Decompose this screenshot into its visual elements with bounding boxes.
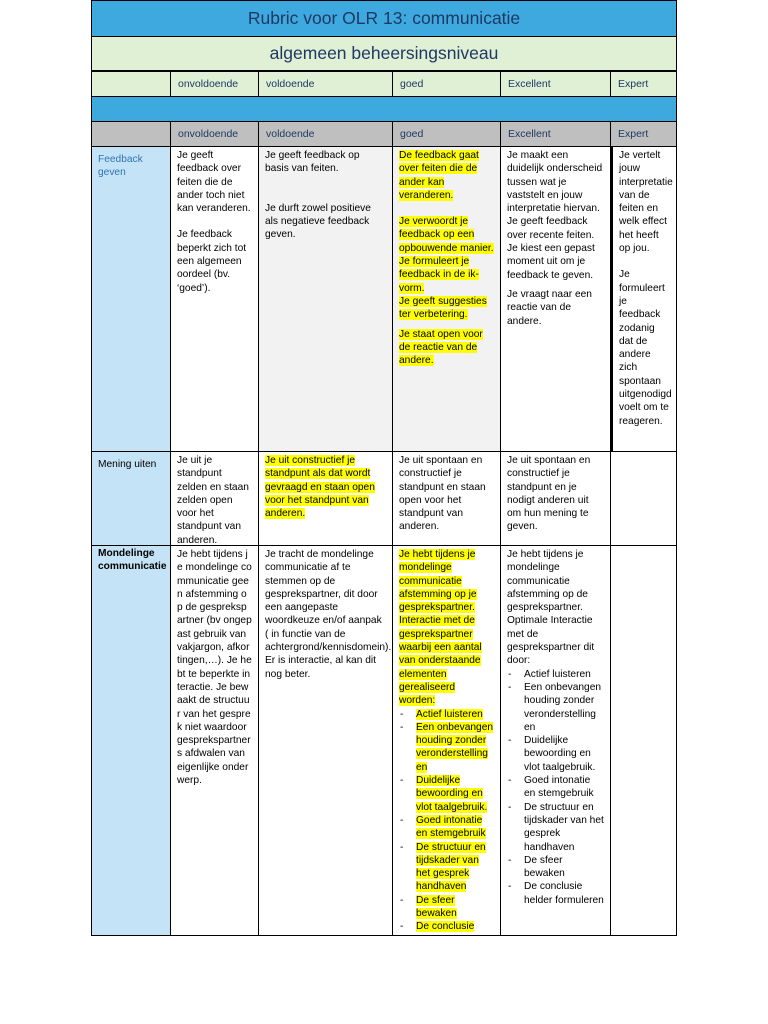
header-onvoldoende: onvoldoende bbox=[170, 71, 259, 97]
page-subtitle-text: algemeen beheersingsniveau bbox=[269, 43, 499, 63]
list-item: - Actief luisteren bbox=[507, 668, 604, 681]
header-empty-cell bbox=[91, 71, 171, 97]
list-item: - Duidelijke bewoording en vlot taalgebruik. bbox=[507, 734, 604, 774]
cell-text: Je hebt tijdens je mondelinge communicatie afstemming op de gesprekspartner. Optimale Interactie met de gesprekspartner dit door: bbox=[507, 549, 595, 667]
cell-text: Je uit spontaan en constructief je standpunt en je nodigt anderen uit om hun mening te geven. bbox=[507, 455, 591, 533]
page-subtitle bbox=[91, 36, 677, 71]
page-title bbox=[91, 0, 677, 37]
cell-text: Je vertelt jouw interpretatie van de feiten en welk effect het heeft op jou. bbox=[619, 150, 673, 255]
cell-mening-voldoende bbox=[258, 451, 393, 546]
cell-text: Je geeft feedback over feiten die de ander toch niet kan veranderen. bbox=[177, 150, 251, 215]
cell-feedback-excellent bbox=[500, 146, 611, 452]
header2-goed: goed bbox=[392, 121, 501, 147]
cell-text: Je tracht de mondelinge communicatie af te stemmen op de gesprekspartner, dit door een aangepaste woordkeuze en/of aanpak ( in functie van de achtergrond/kennisdomein). Er is interactie, al kan dit nog beter. bbox=[265, 549, 392, 680]
row-label-mening-text: Mening uiten bbox=[98, 459, 157, 470]
cell-text: Je kiest een gepast moment uit om je feedback te geven. bbox=[507, 243, 595, 281]
list-item: - De sfeer bewaken bbox=[507, 854, 604, 881]
cell-text: Je geeft feedback over recente feiten. bbox=[507, 216, 595, 241]
header-voldoende: voldoende bbox=[258, 71, 393, 97]
list-item: - De sfeer bewaken bbox=[399, 894, 494, 921]
header2-excellent: Excellent bbox=[500, 121, 611, 147]
cell-feedback-expert bbox=[610, 146, 677, 452]
row-label-feedback bbox=[91, 146, 171, 452]
cell-mening-excellent bbox=[500, 451, 611, 546]
cell-feedback-voldoende bbox=[258, 146, 393, 452]
row-label-feedback-text: Feedback geven bbox=[98, 154, 143, 179]
row-label-mondeling-text: Mondelinge communicatie bbox=[98, 548, 167, 573]
header-goed: goed bbox=[392, 71, 501, 97]
list-item: - De structuur en tijdskader van het gesprek handhaven bbox=[399, 841, 494, 894]
row-label-mening bbox=[91, 451, 171, 546]
highlighted-text: Je geeft suggesties ter verbetering. bbox=[399, 295, 487, 321]
cell-mening-goed bbox=[392, 451, 501, 546]
cell-text: Je maakt een duidelijk onderscheid tussen wat je vaststelt en jouw interpretatie hiervan. bbox=[507, 150, 603, 215]
list-item: - Goed intonatie en stemgebruik bbox=[507, 774, 604, 801]
list-item: - De structuur en tijdskader van het gesprek handhaven bbox=[507, 801, 604, 854]
header2-empty-cell bbox=[91, 121, 171, 147]
header2-expert: Expert bbox=[610, 121, 677, 147]
cell-mondeling-expert bbox=[610, 545, 677, 936]
cell-mondeling-goed bbox=[392, 545, 501, 936]
list-item: - De conclusie helder formuleren bbox=[507, 880, 604, 907]
list-item: - Een onbevangen houding zonder veronderstelling en bbox=[399, 721, 494, 774]
cell-mondeling-voldoende bbox=[258, 545, 393, 936]
highlighted-text: Je uit constructief je standpunt als dat wordt gevraagd en staan open voor het standpunt van anderen. bbox=[265, 455, 375, 520]
cell-text: Je feedback beperkt zich tot een algemeen oordeel (bv. ‘goed’). bbox=[177, 229, 247, 294]
list-item: - Duidelijke bewoording en vlot taalgebruik. bbox=[399, 774, 494, 814]
list-item: - De conclusie bbox=[399, 920, 494, 933]
cell-mondeling-excellent bbox=[500, 545, 611, 936]
row-label-mondeling bbox=[91, 545, 171, 936]
cell-text: Je uit je standpunt zelden en staan zelden open voor het standpunt van anderen. bbox=[177, 455, 249, 546]
list-item: - Een onbevangen houding zonder veronderstelling en bbox=[507, 681, 604, 734]
cell-text: Je durft zowel positieve als negatieve feedback geven. bbox=[265, 202, 371, 241]
cell-text: Je hebt tijdens je mondelinge communicatie geen afstemming op de gesprekspartner (bv ongepast gebruik van vakjargon, afkortingen,…). Je hebt te beperkte interactie. Je bewaakt de structuur van het gesprek niet waardoor gesprekspartners afdwalen van eigenlijke onderwerp. bbox=[177, 549, 252, 787]
cell-text: Je formuleert je feedback zodanig dat de andere zich spontaan uitgenodigd voelt om te reageren. bbox=[619, 269, 672, 427]
header-excellent: Excellent bbox=[500, 71, 611, 97]
highlighted-text: Je staat open voor de reactie van de andere. bbox=[399, 328, 483, 367]
header2-voldoende: voldoende bbox=[258, 121, 393, 147]
page-title-text: Rubric voor OLR 13: communicatie bbox=[247, 8, 521, 28]
list-item: - Actief luisteren bbox=[399, 708, 494, 721]
header2-onvoldoende: onvoldoende bbox=[170, 121, 259, 147]
goed-element-list bbox=[399, 708, 494, 934]
cell-feedback-goed bbox=[392, 146, 501, 452]
cell-mondeling-onvoldoende bbox=[170, 545, 259, 936]
highlighted-text: De feedback gaat over feiten die de ander kan veranderen. bbox=[399, 150, 479, 201]
cell-text: Je vraagt naar een reactie van de andere. bbox=[507, 288, 592, 327]
cell-text: Je uit spontaan en constructief je standpunt en staan open voor het standpunt van anderen. bbox=[399, 455, 486, 533]
separator-band bbox=[91, 96, 677, 122]
cell-mening-onvoldoende bbox=[170, 451, 259, 546]
highlighted-text: Je verwoordt je feedback op een opbouwende manier. bbox=[399, 216, 494, 254]
cell-text: Je geeft feedback op basis van feiten. bbox=[265, 150, 360, 175]
cell-mening-expert bbox=[610, 451, 677, 546]
cell-feedback-onvoldoende bbox=[170, 146, 259, 452]
excellent-element-list bbox=[507, 668, 604, 907]
highlighted-text: Je hebt tijdens je mondelinge communicatie afstemming op je gesprekspartner. Interactie met de gesprekspartner waarbij een aantal van onderstaande elementen gerealiseerd worden: bbox=[399, 549, 482, 707]
header-expert: Expert bbox=[610, 71, 677, 97]
list-item: - Goed intonatie en stemgebruik bbox=[399, 814, 494, 841]
highlighted-text: Je formuleert je feedback in de ik-vorm. bbox=[399, 256, 479, 294]
